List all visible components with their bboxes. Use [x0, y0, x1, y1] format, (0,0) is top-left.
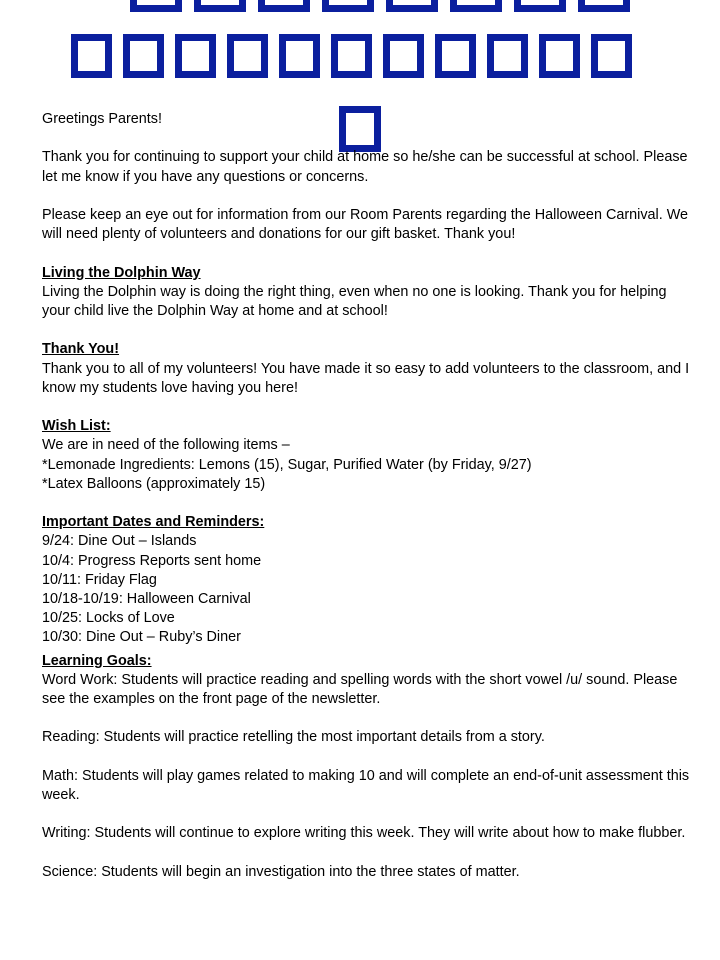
section-heading-wishlist: Wish List:	[42, 418, 111, 435]
missing-glyph-box	[539, 34, 580, 78]
missing-glyph-box	[383, 34, 424, 78]
missing-glyph-box	[279, 34, 320, 78]
section-heading-thanks: Thank You!	[42, 341, 120, 358]
missing-glyph-box	[514, 0, 566, 12]
title-glyph-row-2	[71, 34, 643, 78]
section-heading-dolphin: Living the Dolphin Way	[42, 264, 201, 281]
missing-glyph-box	[258, 0, 310, 12]
date-item: 10/4: Progress Reports sent home	[42, 552, 262, 569]
missing-glyph-box	[450, 0, 502, 12]
date-item: 10/30: Dine Out – Ruby’s Diner	[42, 629, 241, 646]
missing-glyph-box	[175, 34, 216, 78]
intro-paragraph: Thank you for continuing to support your child at home so he/she can be successful at school. Please let me know if you have any questions or concerns.	[42, 149, 688, 185]
date-item: 10/25: Locks of Love	[42, 610, 175, 627]
dolphin-text: Living the Dolphin way is doing the right thing, even when no one is looking. Thank you for helping your child live the Dolphin Way at home and at school!	[42, 283, 667, 319]
newsletter-body	[42, 110, 692, 882]
missing-glyph-box	[130, 0, 182, 12]
goal-item: Writing: Students will continue to explore writing this week. They will write about how to make flubber.	[42, 825, 686, 842]
list-item: We are in need of the following items –	[42, 437, 290, 454]
missing-glyph-box	[331, 34, 372, 78]
list-item: *Lemonade Ingredients: Lemons (15), Sugar, Purified Water (by Friday, 9/27)	[42, 456, 532, 473]
missing-glyph-box	[322, 0, 374, 12]
missing-glyph-box	[578, 0, 630, 12]
date-item: 10/11: Friday Flag	[42, 571, 157, 588]
date-item: 9/24: Dine Out – Islands	[42, 533, 197, 550]
thanks-text: Thank you to all of my volunteers! You have made it so easy to add volunteers to the classroom, and I know my students love having you here!	[42, 360, 690, 396]
greeting: Greetings Parents!	[42, 111, 162, 127]
intro-paragraph: Please keep an eye out for information from our Room Parents regarding the Halloween Carnival. We will need plenty of volunteers and donations for our gift basket. Thank you!	[42, 206, 689, 243]
missing-glyph-box	[194, 0, 246, 12]
missing-glyph-box	[435, 34, 476, 78]
missing-glyph-box	[487, 34, 528, 78]
section-heading-dates: Important Dates and Reminders:	[42, 514, 265, 531]
missing-glyph-box	[591, 34, 632, 78]
missing-glyph-box	[71, 34, 112, 78]
list-item: *Latex Balloons (approximately 15)	[42, 475, 266, 492]
missing-glyph-box	[386, 0, 438, 12]
section-heading-goals: Learning Goals:	[42, 652, 152, 669]
goal-item: Reading: Students will practice retelling the most important details from a story.	[42, 729, 545, 746]
date-item: 10/18-10/19: Halloween Carnival	[42, 590, 251, 607]
title-glyph-row-1	[130, 0, 642, 12]
goal-item: Math: Students will play games related to making 10 and will complete an end-of-unit assessment this week.	[42, 767, 690, 803]
missing-glyph-box	[123, 34, 164, 78]
goal-item: Word Work: Students will practice reading and spelling words with the short vowel /u/ sound. Please see the examples on the front page of the newsletter.	[42, 671, 678, 707]
missing-glyph-box	[227, 34, 268, 78]
goal-item: Science: Students will begin an investigation into the three states of matter.	[42, 863, 520, 880]
